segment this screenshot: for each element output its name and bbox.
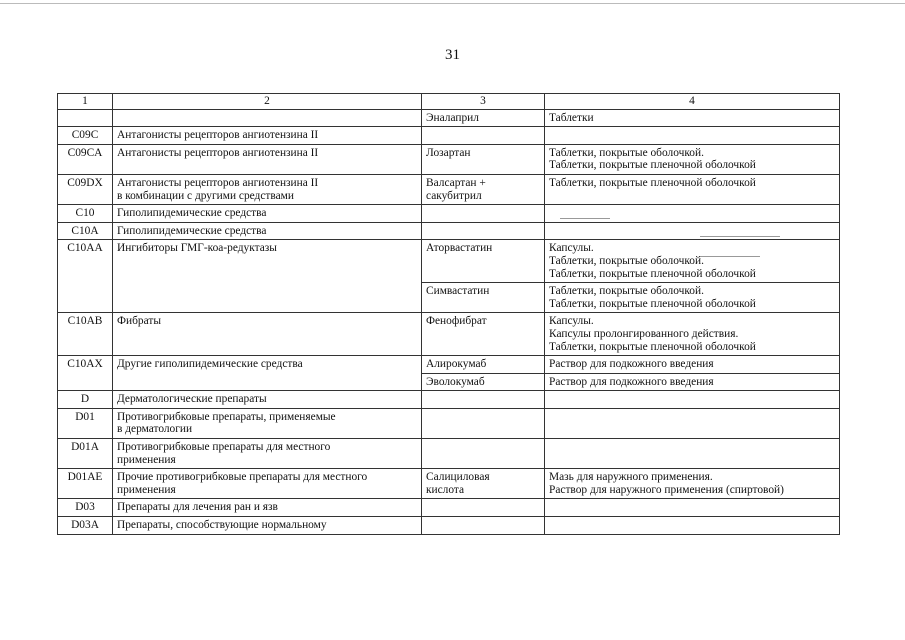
dosage-form-cell — [545, 127, 840, 145]
column-header: 3 — [422, 94, 545, 110]
dosage-form-cell: Таблетки, покрытые оболочкой. Таблетки, покрытые пленочной оболочкой — [545, 144, 840, 174]
table-row — [58, 517, 840, 535]
group-name-cell: Фибраты — [113, 313, 422, 356]
atc-code-cell: D03 — [58, 499, 113, 517]
group-name-cell: Антагонисты рецепторов ангиотензина II — [113, 127, 422, 145]
group-name-cell: Прочие противогрибковые препараты для местного применения — [113, 469, 422, 499]
group-name-cell: Дерматологические препараты — [113, 391, 422, 409]
table-row — [58, 144, 840, 174]
table-row — [58, 439, 840, 469]
atc-code-cell: C10A — [58, 222, 113, 240]
atc-code-cell: C09C — [58, 127, 113, 145]
dosage-form-cell: Таблетки — [545, 109, 840, 127]
dosage-form-cell — [545, 222, 840, 240]
dosage-form-cell: Раствор для подкожного введения — [545, 356, 840, 374]
column-header: 1 — [58, 94, 113, 110]
table-header-row — [58, 94, 840, 110]
group-name-cell: Гиполипидемические средства — [113, 222, 422, 240]
column-header: 4 — [545, 94, 840, 110]
group-name-cell: Гиполипидемические средства — [113, 205, 422, 223]
atc-code-cell: C10 — [58, 205, 113, 223]
table-row — [58, 499, 840, 517]
dosage-form-cell — [545, 517, 840, 535]
atc-code-cell: C09DX — [58, 174, 113, 204]
table-row — [58, 313, 840, 356]
group-name-cell: Другие гиполипидемические средства — [113, 356, 422, 391]
atc-code-cell: D01A — [58, 439, 113, 469]
drug-name-cell: Фенофибрат — [422, 313, 545, 356]
scan-edge-line — [0, 3, 905, 4]
group-name-cell: Антагонисты рецепторов ангиотензина II в комбинации с другими средствами — [113, 174, 422, 204]
group-name-cell: Препараты, способствующие нормальному — [113, 517, 422, 535]
dosage-form-cell: Таблетки, покрытые оболочкой. Таблетки, покрытые пленочной оболочкой — [545, 283, 840, 313]
drug-name-cell — [422, 517, 545, 535]
atc-code-cell: D01AE — [58, 469, 113, 499]
drug-name-cell — [422, 205, 545, 223]
drug-name-cell — [422, 499, 545, 517]
table-row — [58, 391, 840, 409]
atc-code-cell — [58, 109, 113, 127]
table-row — [58, 222, 840, 240]
dosage-form-cell — [545, 391, 840, 409]
atc-code-cell: C10AA — [58, 240, 113, 313]
drug-name-cell: Лозартан — [422, 144, 545, 174]
group-name-cell: Антагонисты рецепторов ангиотензина II — [113, 144, 422, 174]
drug-name-cell: Алирокумаб — [422, 356, 545, 374]
drug-name-cell: Аторвастатин — [422, 240, 545, 283]
table-row — [58, 109, 840, 127]
dosage-form-cell: Капсулы. Капсулы пролонгированного действия. Таблетки, покрытые пленочной оболочкой — [545, 313, 840, 356]
atc-code-cell: C09CA — [58, 144, 113, 174]
atc-code-cell: D01 — [58, 408, 113, 438]
drug-name-cell — [422, 439, 545, 469]
table-row — [58, 205, 840, 223]
drug-name-cell: Валсартан + сакубитрил — [422, 174, 545, 204]
table-row — [58, 356, 840, 374]
table-row — [58, 469, 840, 499]
dosage-form-cell: Раствор для подкожного введения — [545, 373, 840, 391]
drug-name-cell — [422, 408, 545, 438]
drug-name-cell — [422, 127, 545, 145]
column-header: 2 — [113, 94, 422, 110]
table-row — [58, 240, 840, 283]
drug-name-cell: Эволокумаб — [422, 373, 545, 391]
drug-name-cell — [422, 391, 545, 409]
drug-name-cell — [422, 222, 545, 240]
dosage-form-cell: Капсулы. Таблетки, покрытые оболочкой. Таблетки, покрытые пленочной оболочкой — [545, 240, 840, 283]
group-name-cell: Препараты для лечения ран и язв — [113, 499, 422, 517]
group-name-cell: Противогрибковые препараты, применяемые в дерматологии — [113, 408, 422, 438]
dosage-form-cell — [545, 408, 840, 438]
table-row — [58, 174, 840, 204]
group-name-cell: Ингибиторы ГМГ-коа-редуктазы — [113, 240, 422, 313]
dosage-form-cell: Мазь для наружного применения. Раствор для наружного применения (спиртовой) — [545, 469, 840, 499]
table-row — [58, 408, 840, 438]
table-row — [58, 127, 840, 145]
dosage-form-cell: Таблетки, покрытые пленочной оболочкой — [545, 174, 840, 204]
atc-code-cell: D03A — [58, 517, 113, 535]
page-number: 31 — [445, 47, 460, 63]
dosage-form-cell — [545, 439, 840, 469]
drug-name-cell: Салициловая кислота — [422, 469, 545, 499]
atc-code-cell: C10AX — [58, 356, 113, 391]
atc-code-cell: C10AB — [58, 313, 113, 356]
dosage-form-cell — [545, 499, 840, 517]
drug-classification-table — [57, 93, 840, 535]
group-name-cell: Противогрибковые препараты для местного применения — [113, 439, 422, 469]
dosage-form-cell — [545, 205, 840, 223]
drug-name-cell: Симвастатин — [422, 283, 545, 313]
atc-code-cell: D — [58, 391, 113, 409]
group-name-cell — [113, 109, 422, 127]
drug-name-cell: Эналаприл — [422, 109, 545, 127]
